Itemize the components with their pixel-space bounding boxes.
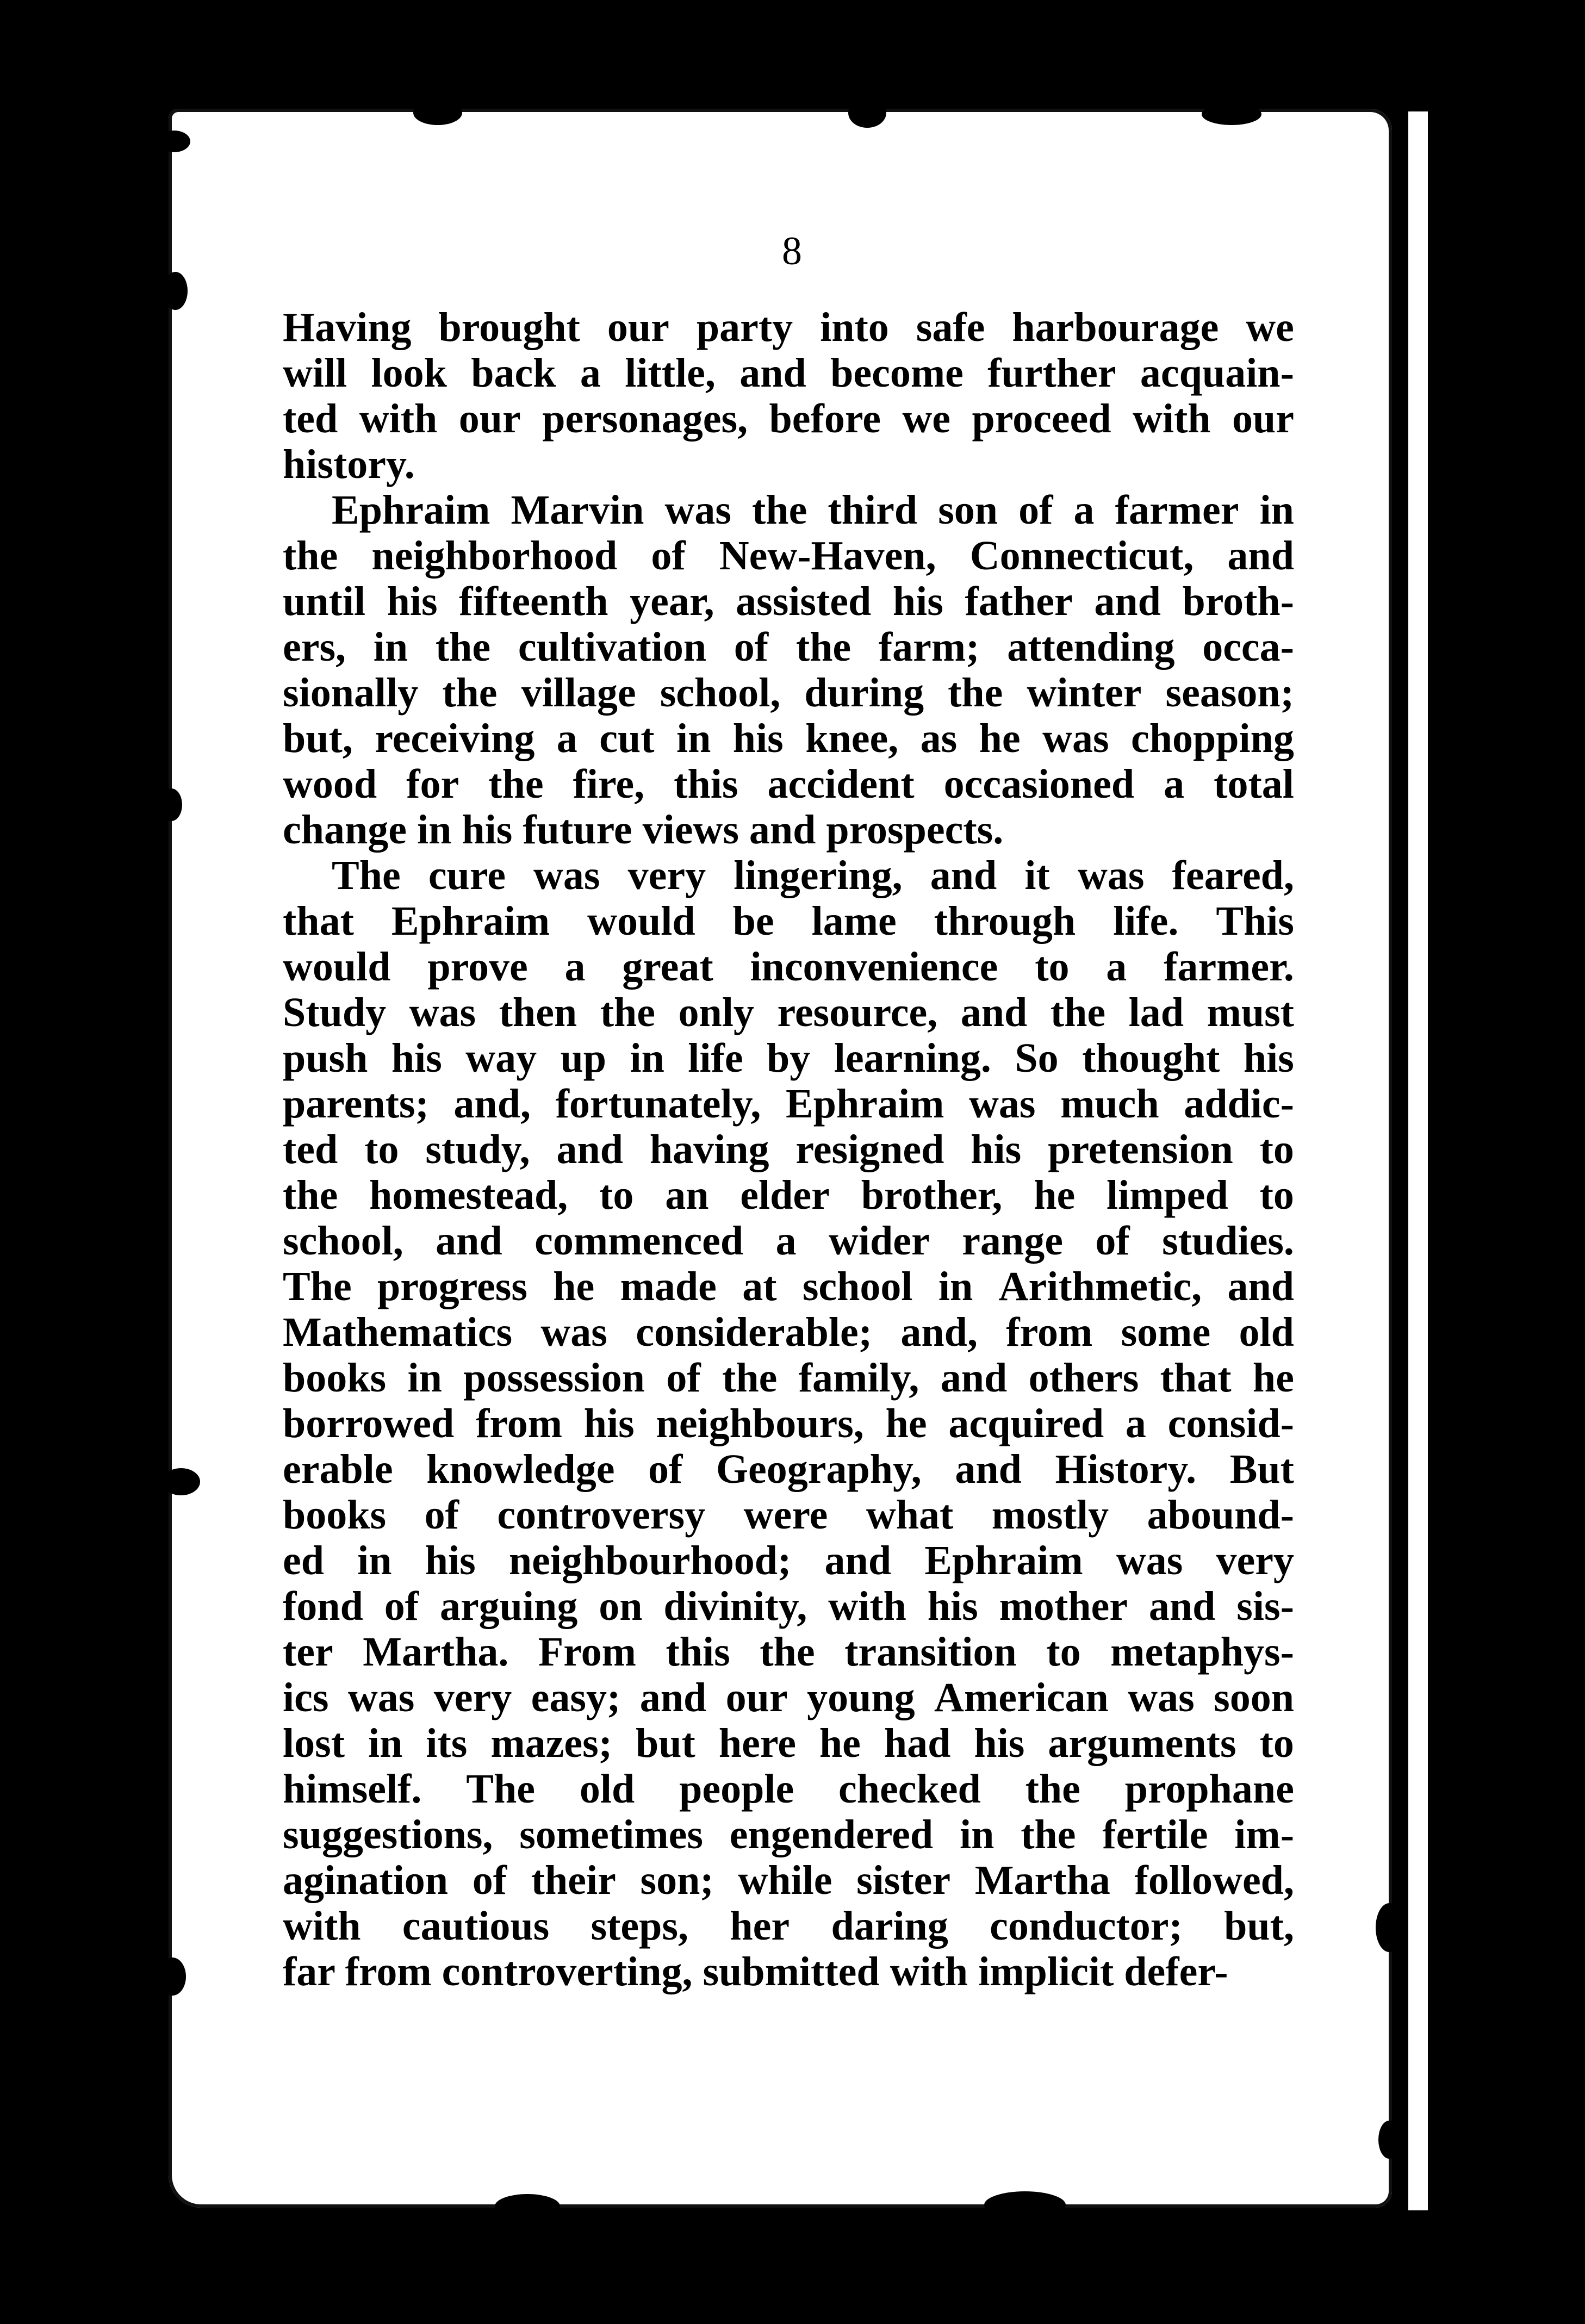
edge-speck bbox=[495, 2194, 560, 2219]
text-line: parents; and, fortunately, Ephraim was much addic- bbox=[283, 1081, 1294, 1127]
text-line: the neighborhood of New-Haven, Connecticut, and bbox=[283, 533, 1294, 579]
text-line: ics was very easy; and our young American was soon bbox=[283, 1675, 1294, 1720]
text-line: himself. The old people checked the prophane bbox=[283, 1766, 1294, 1812]
body-text bbox=[283, 305, 1294, 2017]
text-line: ted with our personages, before we proceed with our bbox=[283, 396, 1294, 442]
text-line: wood for the fire, this accident occasioned a total bbox=[283, 761, 1294, 807]
text-line: far from controverting, submitted with implicit defer- bbox=[283, 1949, 1228, 1994]
edge-speck bbox=[163, 272, 188, 310]
edge-speck bbox=[1376, 1903, 1403, 1952]
text-line: sionally the village school, during the winter season; bbox=[283, 670, 1294, 716]
text-line: agination of their son; while sister Martha followed, bbox=[283, 1857, 1294, 1903]
edge-speck bbox=[160, 788, 182, 821]
edge-speck bbox=[848, 98, 886, 128]
text-line: would prove a great inconvenience to a farmer. bbox=[283, 944, 1294, 990]
text-line: until his fifteenth year, assisted his father and broth- bbox=[283, 579, 1294, 624]
edge-speck bbox=[162, 1468, 200, 1495]
page-number: 8 bbox=[782, 229, 803, 274]
text-line: history. bbox=[283, 442, 415, 487]
paragraph bbox=[283, 853, 1294, 1994]
paragraph bbox=[283, 305, 1294, 487]
text-line: push his way up in life by learning. So thought his bbox=[283, 1035, 1294, 1081]
text-line: erable knowledge of Geography, and History. But bbox=[283, 1446, 1294, 1492]
text-line: will look back a little, and become further acquain- bbox=[283, 350, 1294, 396]
text-line: the homestead, to an elder brother, he limped to bbox=[283, 1172, 1294, 1218]
text-line: that Ephraim would be lame through life. This bbox=[283, 898, 1294, 944]
text-line: lost in its mazes; but here he had his arguments to bbox=[283, 1720, 1294, 1766]
text-line: fond of arguing on divinity, with his mother and sis- bbox=[283, 1583, 1294, 1629]
edge-speck bbox=[413, 101, 462, 125]
text-line: but, receiving a cut in his knee, as he was chopping bbox=[283, 716, 1294, 761]
text-line: Mathematics was considerable; and, from some old bbox=[283, 1309, 1294, 1355]
text-line: borrowed from his neighbours, he acquired a consid- bbox=[283, 1401, 1294, 1446]
text-line: Ephraim Marvin was the third son of a farmer in bbox=[332, 487, 1294, 533]
edge-speck bbox=[1202, 103, 1261, 125]
text-line: books in possession of the family, and others that he bbox=[283, 1355, 1294, 1401]
book-spine-strip bbox=[1408, 111, 1428, 2210]
text-line: ted to study, and having resigned his pretension to bbox=[283, 1127, 1294, 1172]
paragraph bbox=[283, 487, 1294, 853]
text-line: ers, in the cultivation of the farm; attending occa- bbox=[283, 624, 1294, 670]
text-line: Study was then the only resource, and the lad must bbox=[283, 990, 1294, 1035]
text-line: change in his future views and prospects. bbox=[283, 807, 1004, 853]
text-line: books of controversy were what mostly abound- bbox=[283, 1492, 1294, 1538]
edge-speck bbox=[158, 131, 190, 152]
text-line: The cure was very lingering, and it was feared, bbox=[332, 853, 1294, 898]
edge-speck bbox=[1378, 2121, 1400, 2159]
edge-speck bbox=[984, 2191, 1066, 2219]
text-line: ter Martha. From this the transition to metaphys- bbox=[283, 1629, 1294, 1675]
text-line: school, and commenced a wider range of studies. bbox=[283, 1218, 1294, 1264]
text-line: Having brought our party into safe harbourage we bbox=[283, 305, 1294, 350]
text-line: with cautious steps, her daring conductor; but, bbox=[283, 1903, 1294, 1949]
edge-speck bbox=[159, 1958, 186, 1996]
text-line: ed in his neighbourhood; and Ephraim was very bbox=[283, 1538, 1294, 1583]
text-line: suggestions, sometimes engendered in the fertile im- bbox=[283, 1812, 1294, 1857]
text-line: The progress he made at school in Arithmetic, and bbox=[283, 1264, 1294, 1309]
